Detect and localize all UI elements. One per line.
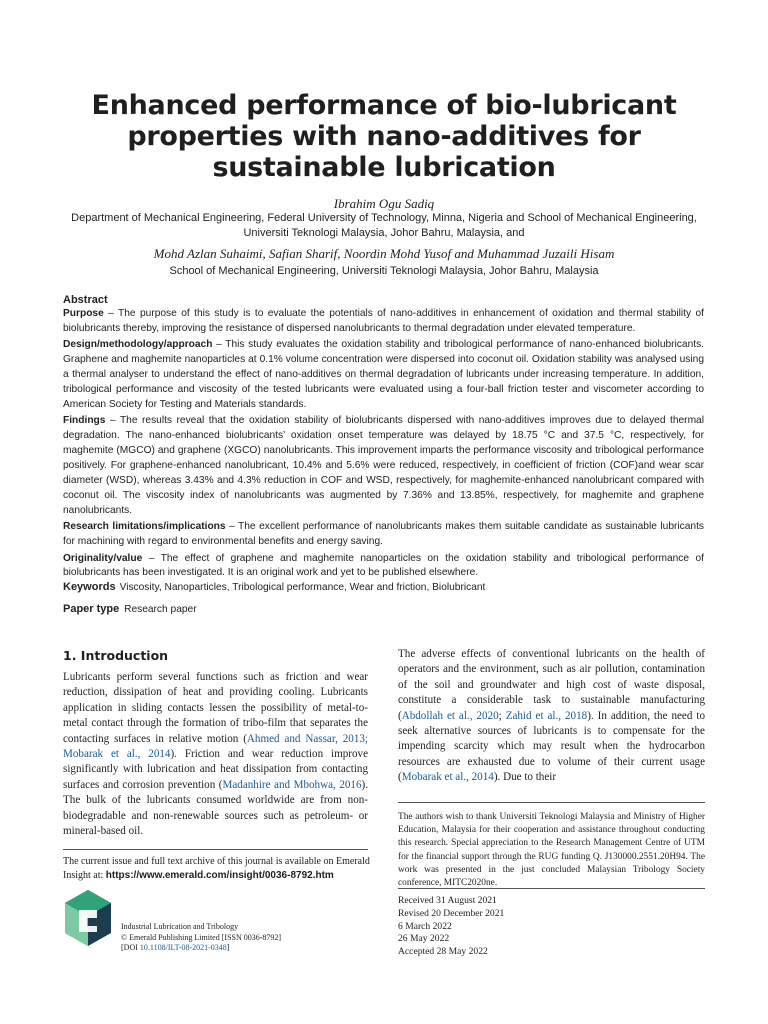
publication-info — [121, 922, 341, 954]
first-author-affiliation: Department of Mechanical Engineering, Federal University of Technology, Minna, Nigeria and School of Mechanical Engineering, Universiti Teknologi Malaysia, Johor Bahru, Malaysia, and — [71, 212, 697, 239]
doi-prefix: [DOI — [121, 943, 140, 953]
archive-link[interactable]: https://www.emerald.com/insight/0036-8792.htm — [105, 869, 334, 881]
article-dates — [398, 895, 598, 959]
body-text: ). In addition, the need to seek alternative sources of lubricants is to compensate for the impending scarcity which may result when the hydrocarbon resources are exhausted due to volume of their current usage ( — [398, 709, 705, 784]
acknowledgement: The authors wish to thank Universiti Teknologi Malaysia and Ministry of Higher Education, Malaysia for their cooperation and assistance throughout conducting this research. Special appreciation to the Research Management Centre of UTM for the financial support through the RUG funding Q. J130000.2551.20H94. The work was presented in the just concluded Malaysian Tribology Society conference, MITC2020ne. — [398, 812, 705, 889]
publisher-issn: © Emerald Publishing Limited [ISSN 0036-8792] — [121, 932, 282, 942]
citation-link[interactable]: Mobarak et al., 2014 — [401, 771, 494, 784]
keywords-value: Viscosity, Nanoparticles, Tribological performance, Wear and friction, Biolubricant — [119, 582, 486, 593]
paper-type-value: Research paper — [124, 604, 197, 615]
journal-name: Industrial Lubrication and Tribology — [121, 922, 239, 931]
doi-suffix: ] — [226, 943, 230, 953]
abstract-text: – The results reveal that the oxidation stability of biolubricants dispersed with nano-additives improves due to delayed thermal degradation. The nano-enhanced biolubricants’ oxidation onset temperature was delayed by 18.75 °C and 37.5 °C, respectively, for maghemite (MGCO) and graphene (XGCO) nanolubricants. This improvement imparts the performance viscosity and tribological performance positively. For graphene-enhanced nanolubricant, 10.4% and 5.6% were reduced, respectively, in coefficient of friction (COF)and wear scar diameter (WSD), whereas 3.43% and 4.3% reduction in COF and WSD, respectively, for maghemite-enhanced nanolubricant compared with coconut oil. The viscosity index of nanolubricants was augmented by 7.36% and 13.85%, respectively, for maghemite and graphene nanolubricants. — [63, 415, 704, 516]
doi-link[interactable]: 10.1108/ILT-08-2021-0348 — [139, 943, 227, 953]
abstract-text: – This study evaluates the oxidation stability and tribological performance of nano-enhanced biolubricants. Graphene and maghemite nanoparticles at 0.1% volume concentration were dispersed into coconut oil. Oxidation stability was analysed using a thermal analyser to understand the effect of nano-additives on thermal degradation of lubricants under increasing temperature. In addition, tribological performance and viscosity of the tested lubricants were evaluated using a four-ball friction tester and viscometer according to American Society for Testing and Materials standards. — [63, 339, 704, 410]
date-revised: 6 March 2022 — [398, 920, 452, 932]
abstract — [63, 293, 704, 583]
body-text: ). The bulk of the lubricants consumed worldwide are from non-biodegradable and non-renewable sources such as petroleum- or mineral-based oil. — [63, 778, 368, 838]
abstract-findings — [63, 414, 704, 518]
citation-link[interactable]: Ahmed and Nassar, 2013; Mobarak et al., 2014 — [63, 732, 368, 761]
keywords — [63, 581, 704, 593]
body-text: ). Due to their — [493, 771, 557, 784]
paper-type-label: Paper type — [63, 603, 120, 615]
paper-title: Enhanced performance of bio-lubricant properties with nano-additives for sustainable lubrication — [91, 90, 677, 183]
doi-line — [121, 943, 341, 954]
abstract-label: Design/methodology/approach — [63, 339, 213, 351]
abstract-label: Findings — [63, 415, 106, 427]
emerald-logo-icon — [63, 888, 113, 948]
date-revised: 26 May 2022 — [398, 933, 450, 945]
citation-link[interactable]: Abdollah et al., 2020 — [401, 709, 499, 722]
archive-note-text: The current issue and full text archive of this journal is available on Emerald Insight at: — [63, 856, 370, 881]
date-received: Received 31 August 2021 — [398, 895, 497, 906]
introduction-right-column — [398, 647, 705, 786]
abstract-label: Purpose — [63, 308, 104, 319]
abstract-text: – The purpose of this study is to evaluate the potentials of nano-additives in enhancement of oxidation and thermal stability of biolubricants thereby, improving the resistance of dispersed nanolubricants to thermal degradation under elevated temperature. — [63, 308, 704, 334]
journal-archive-note — [63, 855, 373, 882]
abstract-originality — [63, 552, 704, 582]
dates-divider — [398, 888, 705, 889]
footnote-divider — [63, 849, 368, 850]
co-authors: Mohd Azlan Suhaimi, Safian Sharif, Noordin Mohd Yusof and Muhammad Juzaili Hisam — [153, 246, 615, 261]
keywords-label: Keywords — [63, 581, 116, 593]
abstract-purpose — [63, 307, 704, 337]
introduction-heading: 1. Introduction — [63, 648, 169, 663]
abstract-label: Originality/value — [63, 552, 143, 564]
body-text: ; — [498, 709, 506, 722]
body-text: The adverse effects of conventional lubricants on the health of operators and the environment, such as air pollution, contamination of the soil and groundwater and high cost of waste disposal, constitute a considerable task to sustainable manufacturing ( — [398, 648, 705, 722]
first-author: Ibrahim Ogu Sadiq — [333, 196, 435, 211]
body-text: Lubricants perform several functions such as friction and wear reduction, dissipation of heat and providing cooling. Lubricants application in sliding contacts lessen the possibility of metal-to-metal contact through the formation of tribo-film that separates the contacting surfaces in relative motion ( — [63, 671, 368, 745]
citation-link[interactable]: Zahid et al., 2018 — [505, 709, 588, 722]
body-text: ). Friction and wear reduction improve significantly with lubrication and heat dissipation from contacting surfaces and corrosion prevention ( — [63, 748, 368, 791]
acknowledgement-divider — [398, 802, 705, 803]
abstract-label: Research limitations/implications — [63, 521, 226, 533]
abstract-text: – The effect of graphene and maghemite nanoparticles on the oxidation stability and tribological performance of biolubricants has been investigated. It is an original work and yet to be published elsewhere. — [63, 552, 704, 579]
abstract-limitations — [63, 520, 704, 550]
abstract-design — [63, 338, 704, 413]
paper-type — [63, 603, 704, 615]
date-accepted: Accepted 28 May 2022 — [398, 946, 488, 958]
abstract-heading: Abstract — [63, 294, 108, 306]
co-authors-affiliation: School of Mechanical Engineering, Universiti Teknologi Malaysia, Johor Bahru, Malaysia — [169, 265, 599, 277]
citation-link[interactable]: Madanhire and Mbohwa, 2016 — [222, 778, 362, 791]
abstract-text: – The excellent performance of nanolubricants makes them suitable candidate as sustainable lubricants for machining with regard to environmental benefits and energy saving. — [63, 521, 704, 548]
date-revised: Revised 20 December 2021 — [398, 907, 505, 919]
introduction-left-column — [63, 670, 368, 839]
